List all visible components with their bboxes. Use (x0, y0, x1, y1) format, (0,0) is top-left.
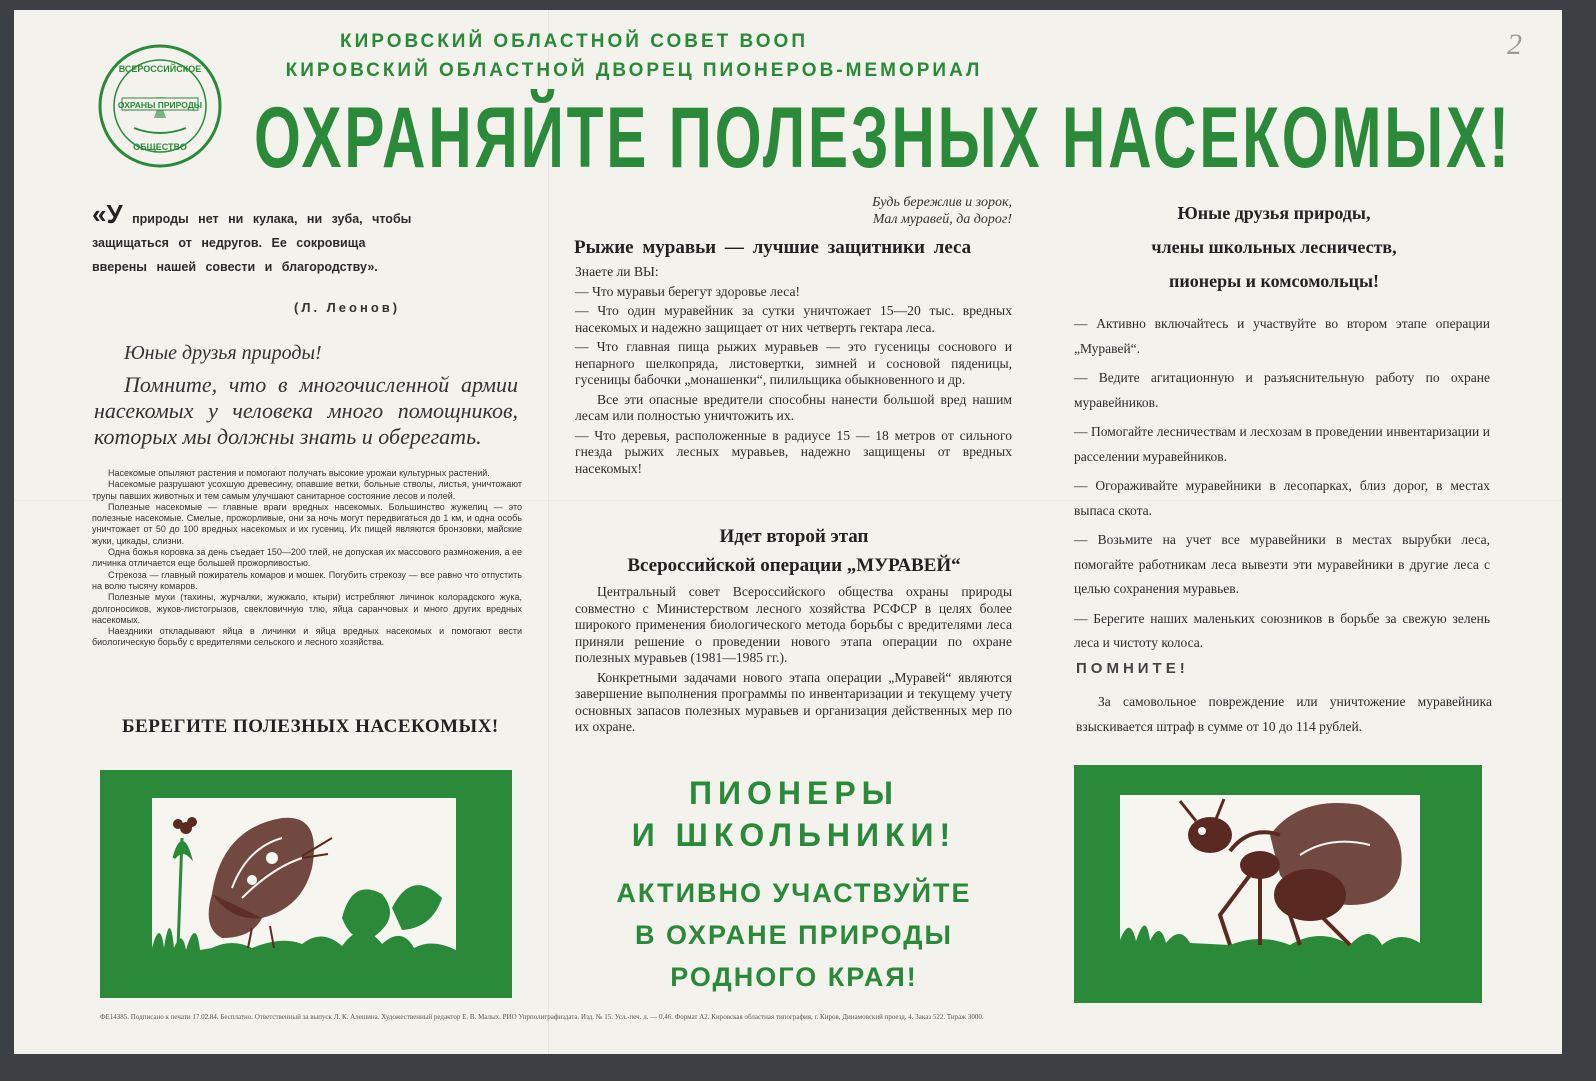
right-heading-line: Юные друзья природы, (1177, 203, 1371, 223)
org-line-2: КИРОВСКИЙ ОБЛАСТНОЙ ДВОРЕЦ ПИОНЕРОВ-МЕМОРИАЛ (285, 60, 983, 81)
fact-paragraph: Насекомые опыляют растения и помогают получать высокие урожаи культурных растений. (108, 468, 490, 478)
appeal-list (1074, 312, 1490, 661)
lead-heading: Юные друзья природы! (124, 342, 322, 364)
call-line: И ШКОЛЬНИКИ! (631, 817, 957, 853)
butterfly-illustration (152, 798, 456, 968)
right-heading-line: пионеры и комсомольцы! (1168, 271, 1380, 291)
lead-text: Помните, что в многочисленной армии насекомых у человека много помощников, которых мы должны знать и оберегать. (94, 372, 518, 449)
epigraph (754, 194, 1012, 228)
appeal-item: — Огораживайте муравейники в лесопарках, близ дорог, в местах выпаса скота. (1074, 478, 1490, 518)
appeal-item: — Активно включайтесь и участвуйте во втором этапе операции „Муравей“. (1074, 316, 1490, 356)
butterfly-panel (100, 770, 512, 998)
emblem-top-text: ВСЕРОССИЙСКОЕ (118, 64, 202, 74)
ant-fact: — Что главная пища рыжих муравьев — это гусеницы соснового и непарного шелкопряда, листовертки, зимней и сосновой пяденицы, гусеницы бабочки „монашенки“, пилильщика обыкновенного и др. (575, 339, 1012, 387)
ant-facts (575, 264, 1012, 480)
fact-paragraph: Стрекоза — главный пожиратель комаров и мошек. Погубить стрекозу — все равно что отпустить на волю тысячу комаров. (92, 569, 522, 591)
appeal-item: — Ведите агитационную и разъяснительную работу по охране муравейников. (1074, 370, 1490, 410)
fine-text: За самовольное повреждение или уничтожение муравейника взыскивается штраф в сумме от 10 до 114 рублей. (1076, 694, 1492, 734)
quote-open-mark: «У (92, 199, 123, 229)
stage-heading (574, 522, 1014, 580)
butterfly-icon (152, 798, 456, 968)
lead-block (94, 340, 518, 450)
call-line: В ОХРАНЕ ПРИРОДЫ (635, 920, 953, 950)
left-slogan: БЕРЕГИТЕ ПОЛЕЗНЫХ НАСЕКОМЫХ! (122, 716, 499, 737)
fact-paragraph: Одна божья коровка за день съедает 150—200 тлей, не допуская их массового размножения, а ее личинка отличается еще большей прожорливостью. (92, 547, 522, 569)
stage-line-2: Всероссийской операции „МУРАВЕЙ“ (627, 555, 961, 576)
epigraph-line: Будь бережлив и зорок, (872, 195, 1012, 210)
leonov-quote (92, 199, 422, 279)
ant-illustration (1120, 795, 1420, 960)
imprint: ФЕ14385. Подписано к печати 17.02.84. Бесплатно. Ответственный за выпуск Л. К. Алешина. Художественный редактор Е. В. Малых. РИО Упрполиграфиздата. Изд. № 15. Усл.-печ. л. — 0,46. Формат А2. Кировская областная типография, г. Киров, Динамовский проезд, 4. Заказ 522. Тираж 3000. (100, 1013, 984, 1021)
epigraph-line: Мал муравей, да дорог! (872, 212, 1012, 227)
ant-fact: — Что муравьи берегут здоровье леса! (575, 283, 801, 299)
middle-heading: Рыжие муравьи — лучшие защитники леса (574, 237, 972, 258)
insect-facts (92, 468, 522, 649)
headline: ОХРАНЯЙТЕ ПОЛЕЗНЫХ НАСЕКОМЫХ! (254, 90, 1512, 186)
call-line: ПИОНЕРЫ (688, 775, 899, 811)
ant-fact: Все эти опасные вредители способны нанести большой вред нашим лесам или полностью уничтожить их. (575, 391, 1012, 423)
right-heading-line: члены школьных лесничеств, (1151, 237, 1397, 257)
fact-paragraph: Насекомые разрушают усохшую древесину, опавшие ветки, больные стволы, листья, уничтожают трупы павших животных и тем самым улучшают санитарное состояние лесов и полей. (92, 479, 522, 501)
appeal-item: — Возьмите на учет все муравейники в местах вырубки леса, помогайте работникам леса вывезти эти муравейники в другие леса с целью сохранения муравьев. (1074, 532, 1490, 596)
right-heading (1074, 196, 1474, 298)
poster (14, 10, 1562, 1054)
fact-paragraph: Полезные мухи (тахины, журчалки, жужжало, ктыри) истребляют личинок колорадского жука, долгоносиков, жуков-листогрызов, свекловичную тлю, яйца саранчовых и много других вредных насекомых. (92, 592, 522, 625)
emblem-middle-text: ОХРАНЫ ПРИРОДЫ (117, 100, 203, 110)
quote-text: природы нет ни кулака, ни зуба, чтобы защищаться от недругов. Ее сокровища вверены нашей совести и благородству». (92, 212, 412, 274)
stage-paragraph: Центральный совет Всероссийского общества охраны природы совместно с Министерством лесного хозяйства РСФСР в целях более широкого применения биологического метода борьбы с вредителями леса приняли решение о проведении нового этапа операции по охране полезных муравьев (1981—1985 гг.). (575, 584, 1012, 665)
appeal-item: — Берегите наших маленьких союзников в борьбе за свежую зелень леса и чистоту колоса. (1074, 610, 1490, 650)
appeal-item: — Помогайте лесничествам и лесхозам в проведении инвентаризации и расселении муравейников. (1074, 424, 1490, 464)
remember-label: ПОМНИТЕ! (1076, 660, 1189, 677)
call-participate (574, 872, 1014, 998)
stage-paragraph: Конкретными задачами нового этапа операции „Муравей“ являются завершение выполнения программы по инвентаризации и текущему учету основных запасов полезных муравьев и организация действенных мер по их охране. (575, 669, 1012, 734)
stage-line-1: Идет второй этап (719, 526, 869, 547)
fact-paragraph: Наездники откладывают яйца в личинки и яйца вредных насекомых и помогают вести биологическую борьбу с вредителями сельского и лесного хозяйства. (92, 626, 522, 648)
fact-paragraph: Полезные насекомые — главные враги вредных насекомых. Большинство жужелиц — это полезные насекомые. Смелые, прожорливые, они за ночь могут передвигаться до 1 км, и одна особь уничтожает от 50 до 100 вредных насекомых и их гусениц. Их пищей являются бронзовки, майские жуки, цикады, слизни. (92, 501, 522, 546)
ant-fact: — Что один муравейник за сутки уничтожает 15—20 тыс. вредных насекомых и надежно защищает от них четверть гектара леса. (575, 303, 1012, 335)
emblem-bottom-text: ОБЩЕСТВО (133, 142, 187, 152)
call-pioneers (574, 772, 1014, 856)
ant-icon (1120, 795, 1420, 960)
call-line: РОДНОГО КРАЯ! (670, 962, 918, 992)
page-mark: 2 (1507, 28, 1522, 61)
stage-text (575, 584, 1012, 739)
org-line-1: КИРОВСКИЙ ОБЛАСТНОЙ СОВЕТ ВООП (340, 31, 808, 52)
quote-author: (Л. Леонов) (294, 300, 401, 315)
ant-panel (1074, 765, 1482, 1003)
ant-intro: Знаете ли ВЫ: (575, 264, 659, 279)
ant-fact: — Что деревья, расположенные в радиусе 15 — 18 метров от сильного гнезда рыжих лесных муравьев, надежно защищены от вредных насекомых! (575, 427, 1012, 476)
call-line: АКТИВНО УЧАСТВУЙТЕ (616, 878, 972, 908)
